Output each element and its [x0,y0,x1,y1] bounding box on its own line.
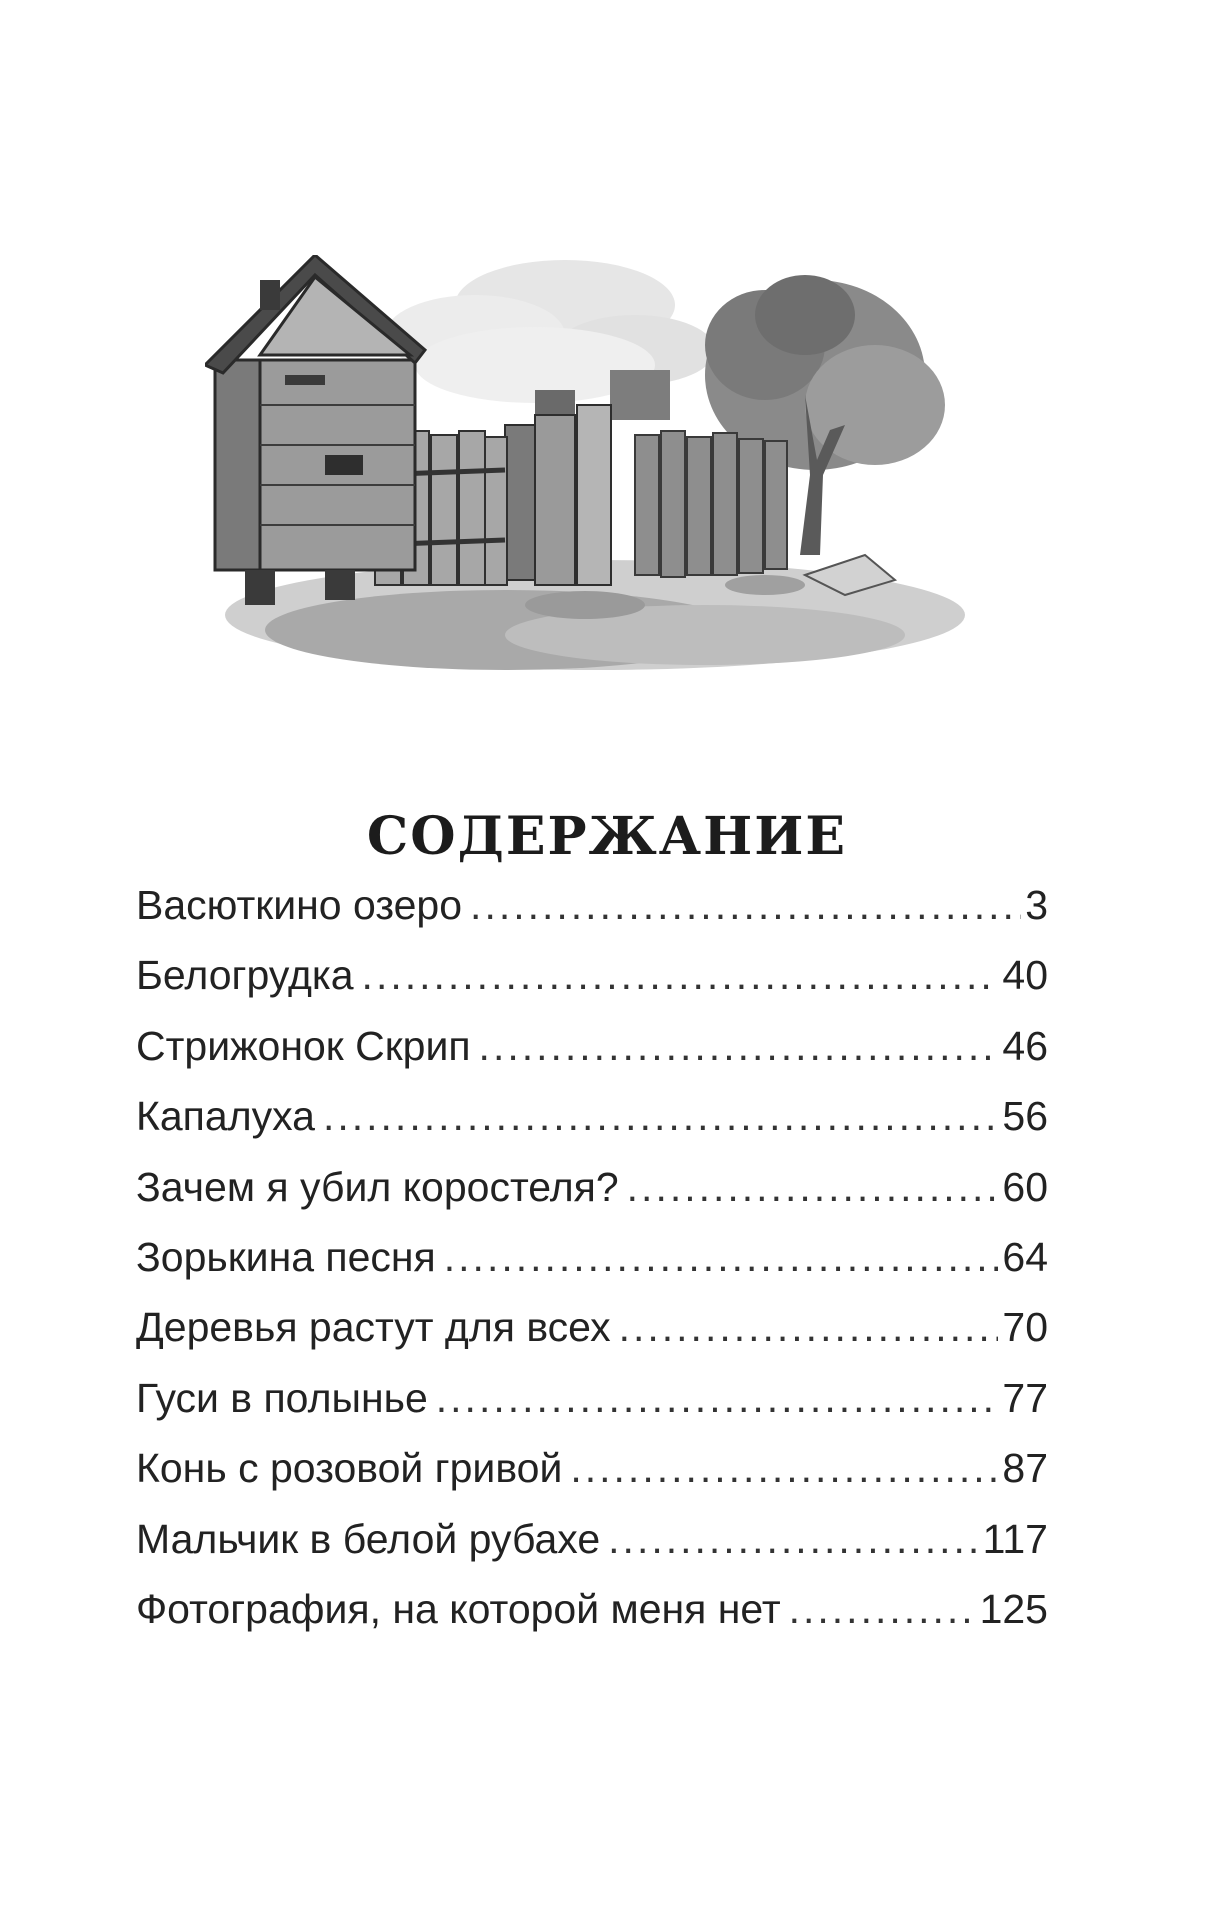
toc-entry-page: 77 [1002,1374,1048,1421]
list-item[interactable] [136,1375,1048,1445]
toc-entry-page: 70 [1002,1304,1048,1351]
village-illustration [205,255,985,685]
toc-entry-page: 56 [1002,1093,1048,1140]
dot-leader [444,1234,999,1281]
list-item[interactable] [136,1586,1048,1656]
list-item[interactable] [136,1304,1048,1374]
dot-leader [619,1304,999,1351]
toc-entry-title: Капалуха [136,1093,315,1140]
dot-leader [627,1164,999,1211]
toc-entry-title: Зорькина песня [136,1233,436,1280]
toc-entry-page: 46 [1002,1022,1048,1069]
list-item[interactable] [136,1023,1048,1093]
list-item[interactable] [136,1164,1048,1234]
list-item[interactable] [136,1445,1048,1515]
toc-entry-page: 125 [979,1585,1048,1632]
toc-entry-title: Васюткино озеро [136,882,463,928]
toc-entry-title: Мальчик в белой рубахе [136,1515,601,1562]
toc-entry-page: 40 [1002,952,1048,999]
list-item[interactable] [136,882,1048,952]
toc-entry-title: Конь с розовой гривой [136,1445,563,1492]
toc-entry-title: Зачем я убил коростеля? [136,1163,619,1210]
toc-entry-page: 64 [1002,1233,1048,1280]
dot-leader [608,1516,978,1563]
dot-leader [479,1023,999,1070]
village-house-fence-tree-illustration-icon [205,255,985,685]
dot-leader [789,1586,976,1633]
dot-leader [470,882,1021,929]
list-item[interactable] [136,1516,1048,1586]
toc-entry-title: Гуси в полынье [136,1374,428,1421]
dot-leader [436,1375,999,1422]
dot-leader [362,952,999,999]
table-of-contents [136,882,1048,1656]
toc-entry-page: 117 [982,1515,1048,1562]
list-item[interactable] [136,1234,1048,1304]
toc-entry-page: 3 [1025,882,1048,928]
list-item[interactable] [136,1093,1048,1163]
dot-leader [323,1093,998,1140]
dot-leader [570,1445,998,1492]
toc-entry-page: 60 [1002,1163,1048,1210]
list-item[interactable] [136,952,1048,1022]
toc-entry-title: Стрижонок Скрип [136,1022,471,1069]
page-title: СОДЕРЖАНИЕ [366,805,848,867]
toc-entry-title: Фотография, на которой меня нет [136,1585,781,1632]
toc-entry-title: Деревья растут для всех [136,1304,611,1351]
toc-entry-title: Белогрудка [136,952,354,999]
toc-entry-page: 87 [1002,1445,1048,1492]
